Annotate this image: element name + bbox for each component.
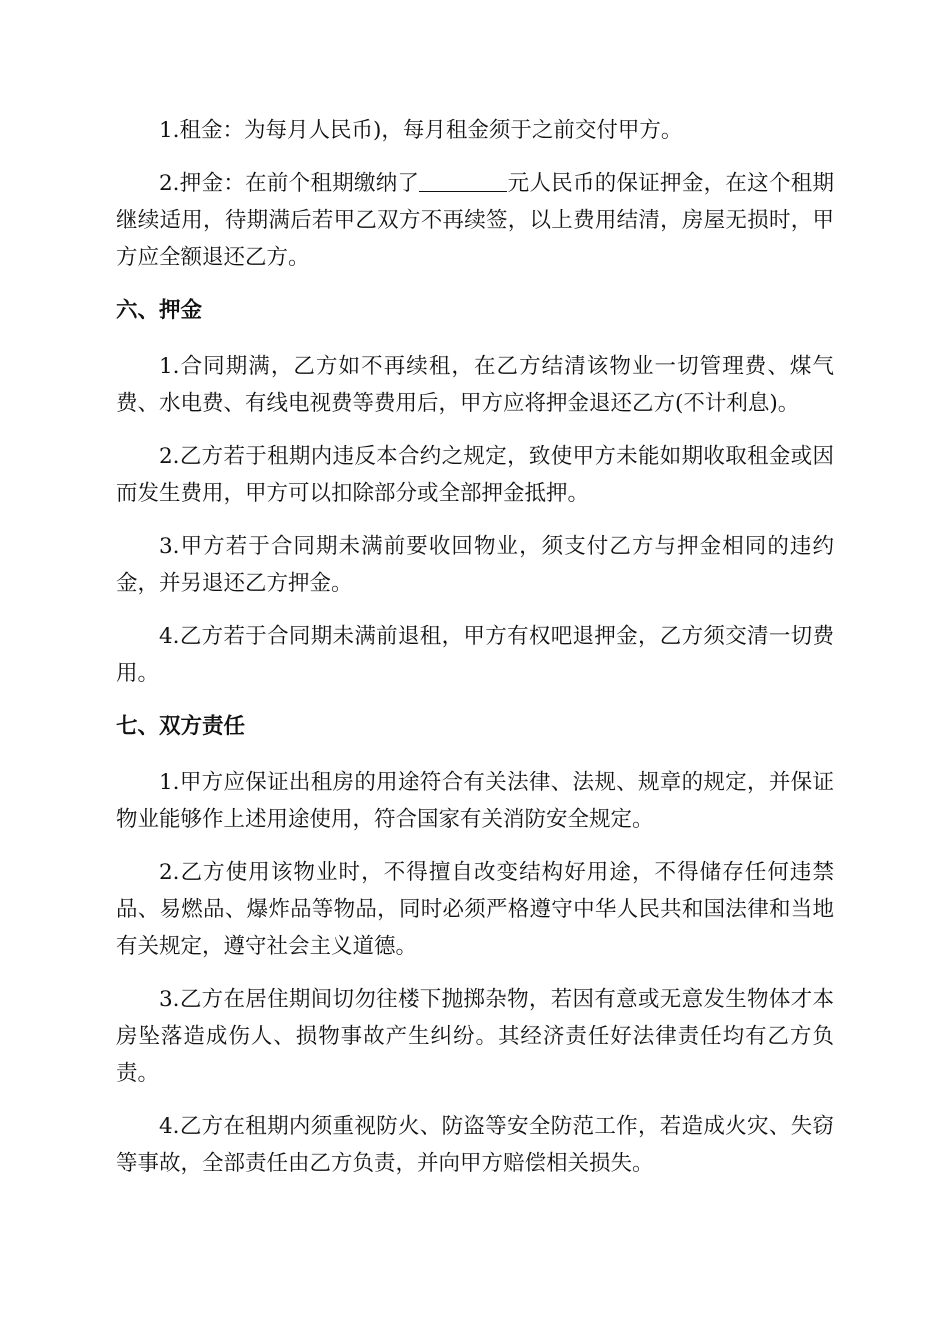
section-heading-deposit: 六、押金 [116,298,203,323]
deposit-item-2: 2.乙方若于租期内违反本合约之规定，致使甲方未能如期收取租金或因而发生费用，甲方可以扣除部分或全部押金抵押。 [116,444,834,506]
deposit-clause [116,165,834,276]
responsibility-item-2: 2.乙方使用该物业时，不得擅自改变结构好用途，不得储存任何违禁品、易燃品、爆炸品等物品，同时必须严格遵守中华人民共和国法律和当地有关规定，遵守社会主义道德。 [116,860,834,959]
deposit-item-3: 3.甲方若于合同期未满前要收回物业，须支付乙方与押金相同的违约金，并另退还乙方押金。 [116,534,834,596]
rent-clause: 1.租金：为每月人民币)，每月租金须于之前交付甲方。 [159,118,683,143]
deposit-clause-text-after: 元人民币的保证押金，在这个租期继续适用，待期满后若甲乙双方不再续签，以上费用结清，房屋无损时，甲方应全额退还乙方。 [116,171,834,270]
responsibility-item-4: 4.乙方在租期内须重视防火、防盗等安全防范工作，若造成火灾、失窃等事故，全部责任由乙方负责，并向甲方赔偿相关损失。 [116,1114,834,1176]
deposit-item-1: 1.合同期满，乙方如不再续租，在乙方结清该物业一切管理费、煤气费、水电费、有线电视费等费用后，甲方应将押金退还乙方(不计利息)。 [116,354,834,416]
responsibility-item-3: 3.乙方在居住期间切勿往楼下抛掷杂物，若因有意或无意发生物体才本房坠落造成伤人、损物事故产生纠纷。其经济责任好法律责任均有乙方负责。 [116,987,834,1086]
deposit-clause-text-before: 2.押金：在前个租期缴纳了 [159,171,420,196]
responsibility-item-1: 1.甲方应保证出租房的用途符合有关法律、法规、规章的规定，并保证物业能够作上述用途使用，符合国家有关消防安全规定。 [116,770,834,832]
document-body [116,112,834,1198]
section-heading-responsibilities: 七、双方责任 [116,714,246,739]
deposit-item-4: 4.乙方若于合同期未满前退租，甲方有权吧退押金，乙方须交清一切费用。 [116,624,834,686]
deposit-amount-blank [419,169,507,192]
